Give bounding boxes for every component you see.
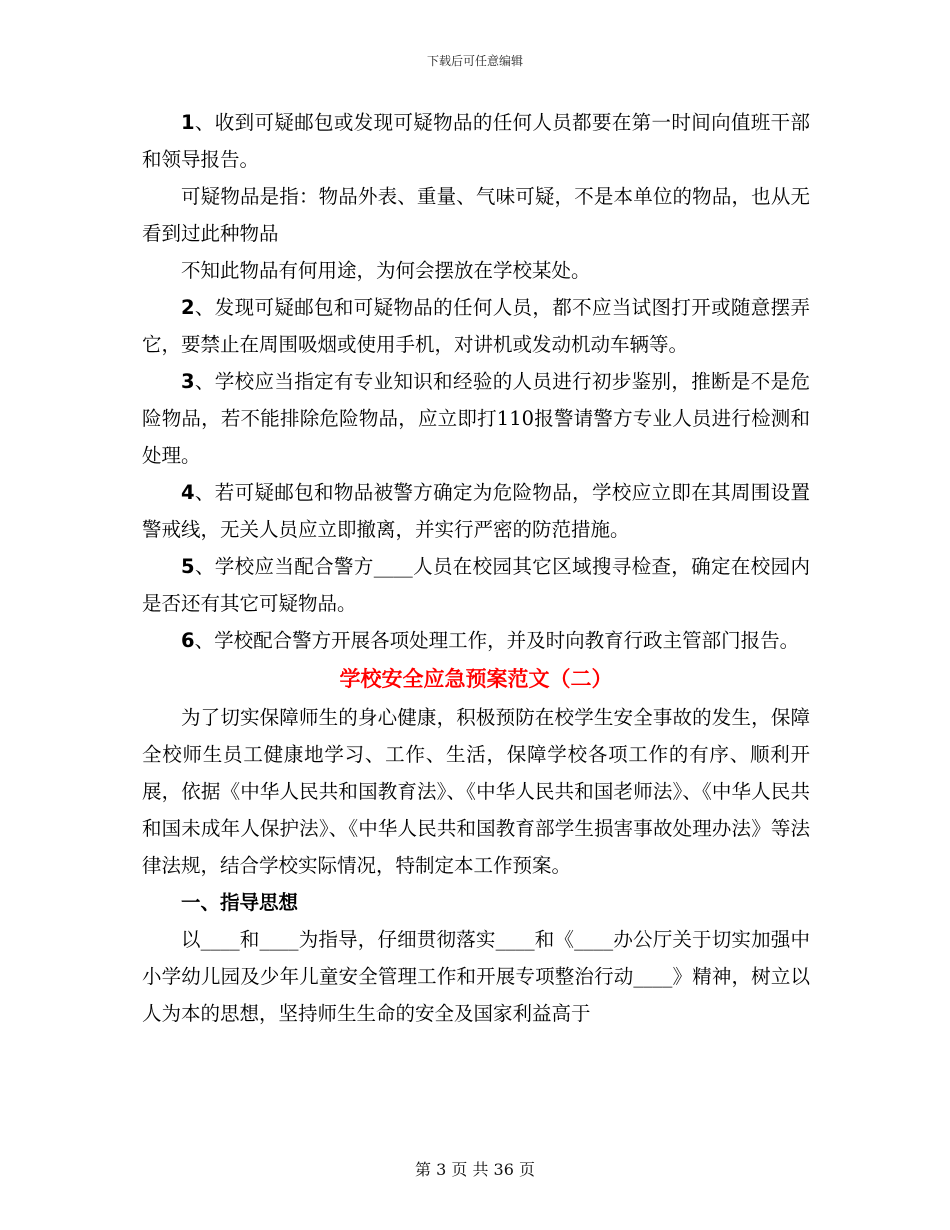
item-number: 3 xyxy=(181,370,195,393)
section-title: 学校安全应急预案范文（二） xyxy=(339,666,613,691)
item-text: 、学校应当指定有专业知识和经验的人员进行初步鉴别，推断是不是危险物品，若不能排除危险物品，应立即打110报警请警方专业人员进行检测和处理。 xyxy=(142,370,810,467)
item-text: 可疑物品是指：物品外表、重量、气味可疑，不是本单位的物品，也从无看到过此种物品 xyxy=(142,185,810,245)
list-item-4 xyxy=(142,474,810,548)
item-text: 、学校配合警方开展各项处理工作，并及时向教育行政主管部门报告。 xyxy=(194,629,800,652)
item-number: 4 xyxy=(181,481,195,504)
list-item-6 xyxy=(142,622,810,659)
list-item-1 xyxy=(142,104,810,178)
item-text: 、发现可疑邮包和可疑物品的任何人员，都不应当试图打开或随意摆弄它，要禁止在周围吸烟或使用手机，对讲机或发动机动车辆等。 xyxy=(142,296,810,356)
sub-heading-guiding-thought: 一、指导思想 xyxy=(181,891,299,914)
page-number: 第 3 页 共 36 页 xyxy=(415,1160,535,1179)
list-item-2 xyxy=(142,289,810,363)
guiding-paragraph: 以____和____为指导，仔细贯彻落实____和《____办公厅关于切实加强中小学幼儿园及少年儿童安全管理工作和开展专项整治行动____》精神，树立以人为本的思想，坚持师生生命的安全及国家利益高于 xyxy=(142,928,810,1025)
header-note: 下载后可任意编辑 xyxy=(426,54,523,68)
item-text: 不知此物品有何用途，为何会摆放在学校某处。 xyxy=(181,259,591,282)
list-item-definition xyxy=(142,178,810,252)
document-body xyxy=(142,104,810,1032)
item-number: 1 xyxy=(181,111,195,134)
item-text: 、若可疑邮包和物品被警方确定为危险物品，学校应立即在其周围设置警戒线，无关人员应立即撤离，并实行严密的防范措施。 xyxy=(142,481,810,541)
item-text: 、学校应当配合警方____人员在校园其它区域搜寻检查，确定在校园内是否还有其它可疑物品。 xyxy=(142,555,810,615)
intro-paragraph: 为了切实保障师生的身心健康，积极预防在校学生安全事故的发生，保障全校师生员工健康地学习、工作、生活，保障学校各项工作的有序、顺利开展，依据《中华人民共和国教育法》、《中华人民共和国老师法》、《中华人民共和国未成年人保护法》、《中华人民共和国教育部学生损害事故处理办法》等法律法规，结合学校实际情况，特制定本工作预案。 xyxy=(142,706,810,877)
list-item-definition-cont xyxy=(142,252,810,289)
item-text: 、收到可疑邮包或发现可疑物品的任何人员都要在第一时间向值班干部和领导报告。 xyxy=(142,111,810,171)
item-number: 5 xyxy=(181,555,195,578)
list-item-5 xyxy=(142,548,810,622)
item-number: 2 xyxy=(181,296,195,319)
list-item-3 xyxy=(142,363,810,474)
item-number: 6 xyxy=(181,629,195,652)
